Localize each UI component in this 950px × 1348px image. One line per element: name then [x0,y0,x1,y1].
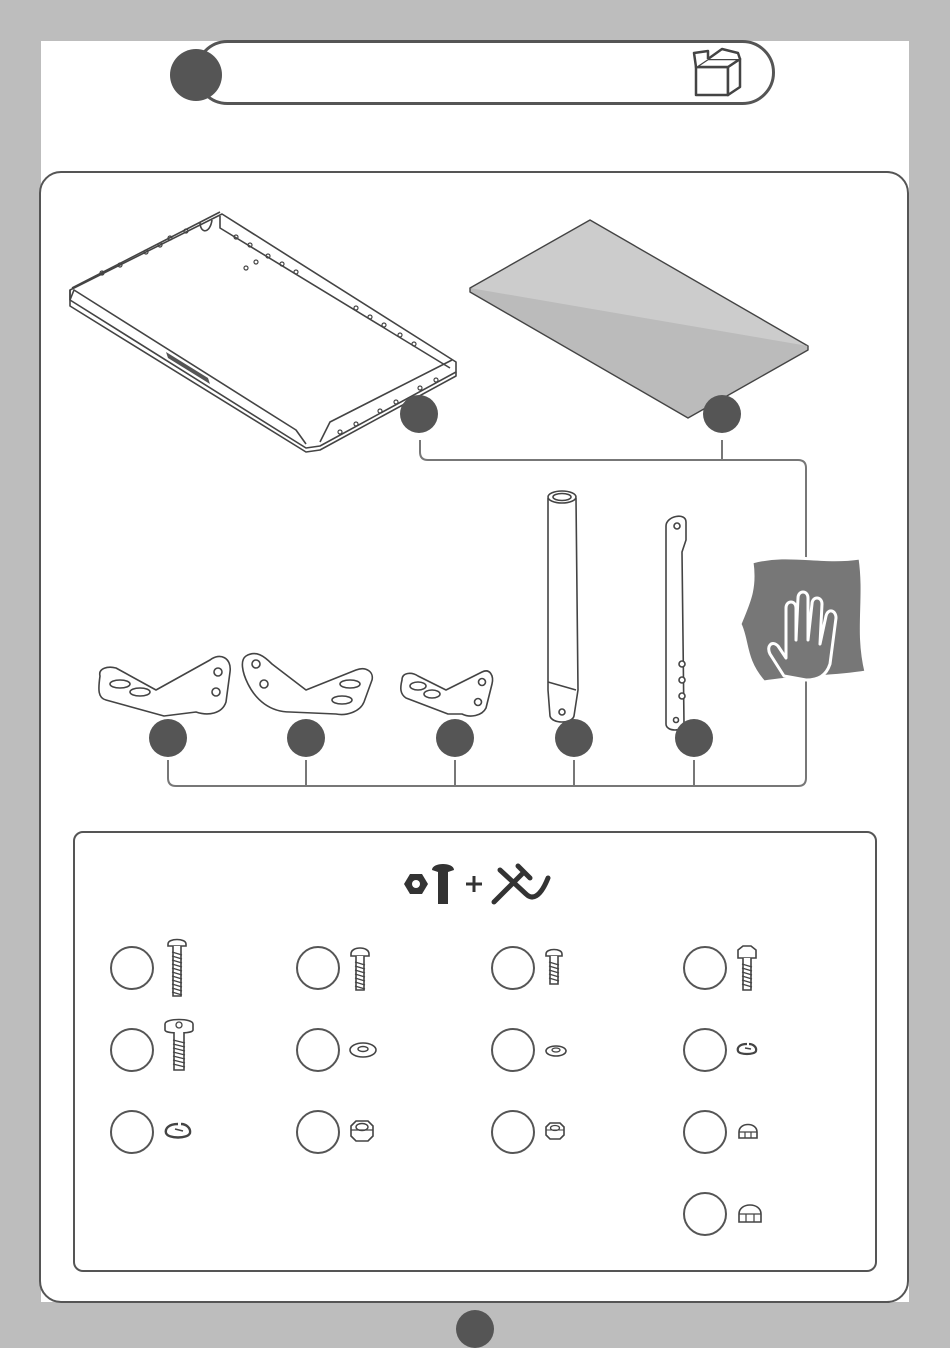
washer-icon [348,1040,378,1060]
hardware-small-button-head-bolt [491,940,621,1000]
hardware-hex-bolt [683,940,813,1000]
hardware-flat-washer [296,1022,426,1082]
hardware-large-cap-nut [683,1186,813,1246]
hardware-cap-nut [683,1104,813,1164]
hardware-split-lock-washer [683,1022,813,1082]
button-head-bolt-icon [162,936,192,1000]
wrench-screwdriver-icon [494,866,548,902]
hardware-label-circle [296,1110,340,1154]
hardware-large-hex-bolt [110,1022,240,1082]
washer-icon [543,1042,569,1060]
page-number-badge [456,1310,494,1348]
hardware-small-hex-nut [491,1104,621,1164]
hardware-label-circle [491,1028,535,1072]
hardware-label-circle [110,946,154,990]
hardware-large-split-washer [110,1104,240,1164]
hex-nut-icon [404,874,428,894]
bolt-icon [432,864,454,904]
button-head-bolt-icon [543,946,565,990]
hardware-hex-nut [296,1104,426,1164]
lock-washer-icon [162,1120,194,1144]
hardware-label-circle [683,1192,727,1236]
hardware-label-circle [110,1028,154,1072]
hardware-long-button-head-bolt [110,940,240,1000]
hex-bolt-icon [162,1016,196,1074]
lock-washer-icon [735,1040,759,1060]
hex-bolt-icon [735,944,759,994]
hardware-label-circle [110,1110,154,1154]
hardware-label-circle [683,1028,727,1072]
hardware-label-circle [683,1110,727,1154]
hex-nut-icon [543,1120,567,1142]
button-head-bolt-icon [348,944,372,996]
hardware-label-circle [683,946,727,990]
hardware-small-flat-washer [491,1022,621,1082]
cap-nut-icon [735,1118,761,1144]
hardware-label-circle [296,946,340,990]
cap-nut-icon [735,1198,765,1228]
hardware-label-circle [491,946,535,990]
plus-icon [466,876,482,892]
hex-nut-icon [348,1118,376,1144]
hardware-label-circle [491,1110,535,1154]
hardware-short-button-head-bolt [296,940,426,1000]
hardware-label-circle [296,1028,340,1072]
